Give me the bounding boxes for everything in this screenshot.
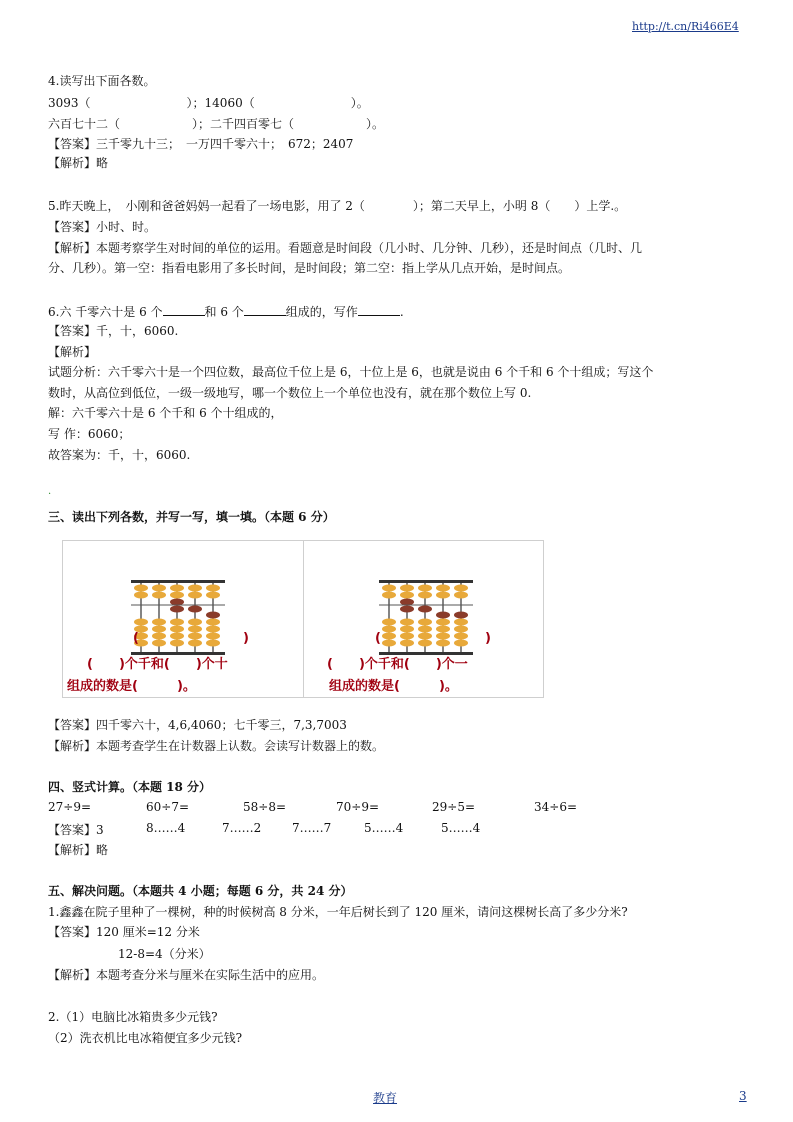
figure-left-line2: 组成的数是( )。 <box>67 679 196 694</box>
answer-5: 5……4 <box>364 821 404 835</box>
section5-q2-part1: 2.（1）电脑比冰箱贵多少元钱? <box>48 1010 218 1024</box>
q6-blank-2 <box>244 303 286 316</box>
q6-analysis-label: 【解析】 <box>48 345 97 359</box>
q6-analysis-line1: 试题分析：六千零六十是一个四位数，最高位千位上是 6，十位上是 6，也就是说由 6 个千和 6 个十组成；写这个 <box>48 365 654 379</box>
q4-title: 4.读写出下面各数。 <box>48 74 156 88</box>
section5-title: 五、解决问题。（本题共 4 小题；每题 6 分，共 24 分） <box>48 884 353 898</box>
figure-left-paren: ( ) <box>133 631 249 646</box>
q6-title-part-b: 和 6 个 <box>204 305 244 319</box>
abacus-figure <box>62 540 544 698</box>
q6-title-part-c: 组成的，写作 <box>285 305 358 319</box>
q4-answer: 【答案】三千零九十三； 一万四千零六十； 672；2407 <box>48 137 354 151</box>
q5-answer: 【答案】小时、时。 <box>48 220 157 234</box>
figure-right-paren: ( ) <box>375 631 491 646</box>
figure-left-line1: ( )个千和( )个十 <box>87 657 228 672</box>
section5-q1: 1.鑫鑫在院子里种了一棵树，种的时候树高 8 分米，一年后树长到了 120 厘米，请问这棵树长高了多少分米? <box>48 905 628 919</box>
problem-5: 29÷5= <box>432 800 476 814</box>
q5-title: 5.昨天晚上， 小刚和爸爸妈妈一起看了一场电影，用了 2（ ）；第二天早上，小明 8（ ）上学.。 <box>48 199 627 213</box>
figure-right-line1: ( )个千和( )个一 <box>327 657 468 672</box>
q6-title-part-d: . <box>399 305 404 319</box>
section5-answer-line2: 12-8=4（分米） <box>118 947 211 961</box>
section4-title: 四、竖式计算。（本题 18 分） <box>48 780 212 794</box>
figure-right-line2: 组成的数是( )。 <box>329 679 458 694</box>
section5-q2-part2: （2）洗衣机比电冰箱便宜多少元钱? <box>48 1031 243 1045</box>
q6-title <box>48 303 404 320</box>
q4-row2: 六百七十二（ ）；二千四百零七（ ）。 <box>48 117 385 131</box>
q5-analysis-line2: 分、几秒）。第一空：指看电影用了多长时间，是时间段；第二空：指上学从几点开始，是时间点。 <box>48 261 571 275</box>
q6-analysis-line2: 数时，从高位到低位，一级一级地写，哪一个数位上一个单位也没有，就在那个数位上写 0. <box>48 386 532 400</box>
section5-answer-line1: 【答案】120 厘米=12 分米 <box>48 925 200 939</box>
answer-4: 7……7 <box>292 821 332 835</box>
q5-analysis-line1: 【解析】本题考察学生对时间的单位的运用。看题意是时间段（几小时、几分钟、几秒），还是时间点（几时、几 <box>48 241 643 255</box>
q6-solve-line2: 写 作：6060； <box>48 427 131 441</box>
section4-answer-label: 【答案】3 <box>48 823 104 837</box>
answer-2: 8……4 <box>146 821 186 835</box>
q6-blank-3 <box>358 303 400 316</box>
q6-solve-line1: 解：六千零六十是 6 个千和 6 个十组成的， <box>48 406 283 420</box>
problem-2: 60÷7= <box>146 800 190 814</box>
problem-1: 27÷9= <box>48 800 92 814</box>
problem-6: 34÷6= <box>534 800 578 814</box>
header-url-link[interactable]: http://t.cn/Ri466E4 <box>632 20 739 33</box>
figure-divider <box>303 541 304 697</box>
problem-3: 58÷8= <box>243 800 287 814</box>
abacus-right-icon <box>371 541 481 697</box>
q4-row1: 3093（ ）；14060（ ）。 <box>48 96 369 110</box>
q6-blank-1 <box>163 303 205 316</box>
abacus-left-icon <box>123 541 233 697</box>
q6-answer: 【答案】千，十，6060. <box>48 324 179 338</box>
answer-3: 7……2 <box>222 821 262 835</box>
section3-analysis: 【解析】本题考查学生在计数器上认数。会读写计数器上的数。 <box>48 739 385 753</box>
footer-page-number[interactable]: 3 <box>739 1089 747 1103</box>
q6-solve-line3: 故答案为：千，十，6060. <box>48 448 191 462</box>
section4-analysis: 【解析】略 <box>48 843 109 857</box>
q6-dot: . <box>48 486 52 497</box>
problem-4: 70÷9= <box>336 800 380 814</box>
section5-analysis: 【解析】本题考查分米与厘米在实际生活中的应用。 <box>48 968 325 982</box>
section3-answer: 【答案】四千零六十，4,6,4060；七千零三，7,3,7003 <box>48 718 347 732</box>
q6-title-part-a: 6.六 千零六十是 6 个 <box>48 305 163 319</box>
answer-6: 5……4 <box>441 821 481 835</box>
section3-title: 三、读出下列各数，并写一写，填一填。（本题 6 分） <box>48 510 335 524</box>
footer-center-link[interactable]: 教育 <box>373 1091 398 1105</box>
q4-analysis: 【解析】略 <box>48 156 109 170</box>
